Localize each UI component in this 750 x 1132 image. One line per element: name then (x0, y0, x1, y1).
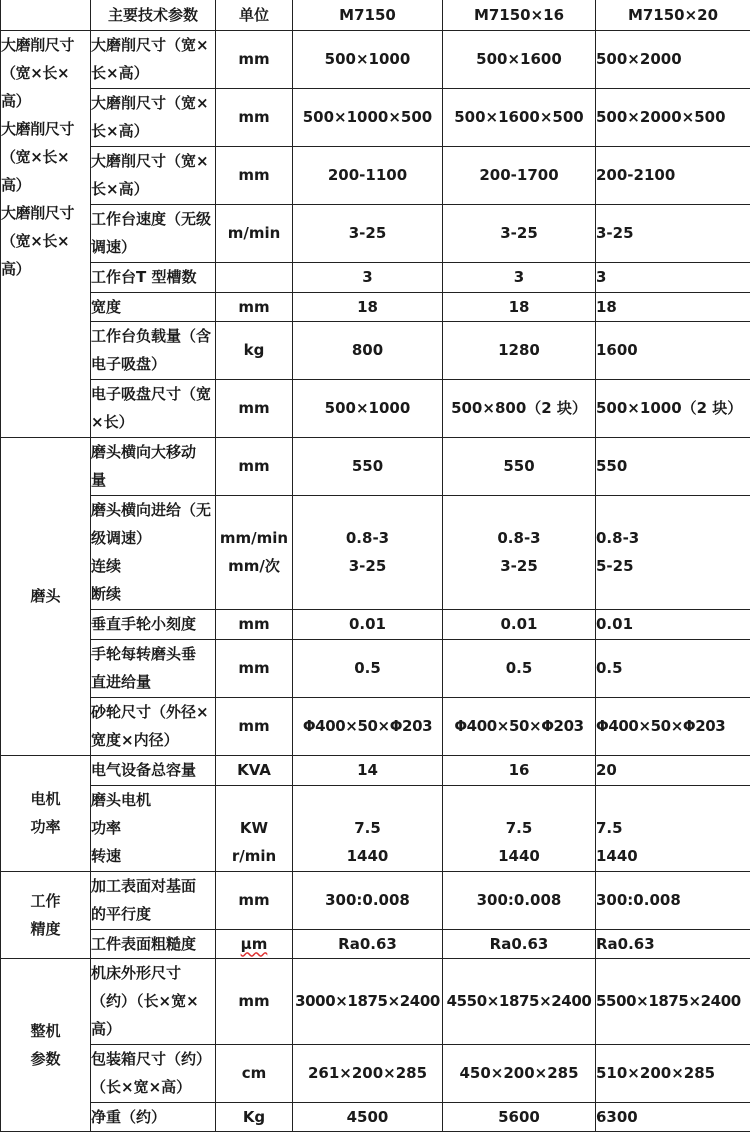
value-m7150x16: 450×200×285 (443, 1044, 596, 1102)
item-name: 大磨削尺寸（宽× 长×高） (91, 30, 216, 88)
value-m7150: 300:0.008 (293, 871, 443, 929)
item-unit: m/min (216, 204, 293, 262)
item-name: 机床外形尺寸 （约）（长×宽× 高） (91, 958, 216, 1044)
category-line: 大磨削尺寸 (1, 31, 90, 59)
item-name: 工作台负载量（含 电子吸盘） (91, 321, 216, 379)
value-m7150: 500×1000 (293, 379, 443, 437)
value-m7150x16: 1280 (443, 321, 596, 379)
value-m7150x16: 0.5 (443, 639, 596, 697)
item-name: 净重（约） (91, 1102, 216, 1131)
value-m7150: 18 (293, 292, 443, 321)
table-row (1, 639, 750, 697)
category-table (1, 30, 91, 437)
category-line: 高） (1, 171, 90, 199)
category-line: 高） (1, 87, 90, 115)
value-m7150x16: 500×1600 (443, 30, 596, 88)
item-name: 宽度 (91, 292, 216, 321)
value-m7150x16: 3 (443, 262, 596, 292)
value-m7150: 550 (293, 437, 443, 495)
value-m7150x16: 200-1700 (443, 146, 596, 204)
value-m7150x16: 3-25 (443, 204, 596, 262)
item-unit: KVA (216, 755, 293, 785)
value-m7150x16: 0.8-3 3-25 (443, 495, 596, 609)
table-row (1, 262, 750, 292)
item-unit: mm (216, 639, 293, 697)
table-row (1, 609, 750, 639)
item-unit: mm (216, 958, 293, 1044)
item-name: 磨头电机 功率 转速 (91, 785, 216, 871)
category-line: 大磨削尺寸 (1, 115, 90, 143)
item-name: 加工表面对基面 的平行度 (91, 871, 216, 929)
category-line: 大磨削尺寸 (1, 199, 90, 227)
item-unit: Kg (216, 1102, 293, 1131)
table-row (1, 204, 750, 262)
value-m7150x20: 5500×1875×2400 (596, 958, 750, 1044)
item-unit: cm (216, 1044, 293, 1102)
table-row (1, 697, 750, 755)
item-unit (216, 262, 293, 292)
item-unit: mm (216, 30, 293, 88)
table-row (1, 30, 750, 88)
item-unit: mm (216, 437, 293, 495)
category-precision: 工作 精度 (1, 871, 91, 958)
value-m7150x20: 6300 (596, 1102, 750, 1131)
header-item: 主要技术参数 (91, 0, 216, 30)
value-m7150x16: Φ400×50×Φ203 (443, 697, 596, 755)
table-row (1, 146, 750, 204)
value-m7150: 0.01 (293, 609, 443, 639)
header-model-1: M7150 (293, 0, 443, 30)
item-unit: mm/min mm/次 (216, 495, 293, 609)
value-m7150x20: 3-25 (596, 204, 750, 262)
table-row (1, 321, 750, 379)
value-m7150x20: Ra0.63 (596, 929, 750, 958)
value-m7150x20: 1600 (596, 321, 750, 379)
value-m7150x16: Ra0.63 (443, 929, 596, 958)
item-name: 包装箱尺寸（约） （长×宽×高） (91, 1044, 216, 1102)
header-model-2: M7150×16 (443, 0, 596, 30)
item-unit: mm (216, 146, 293, 204)
item-name: 磨头横向大移动 量 (91, 437, 216, 495)
item-unit: mm (216, 379, 293, 437)
header-row (1, 0, 750, 30)
category-machine: 整机 参数 (1, 958, 91, 1131)
item-name: 手轮每转磨头垂 直进给量 (91, 639, 216, 697)
header-category (1, 0, 91, 30)
value-m7150: 0.8-3 3-25 (293, 495, 443, 609)
category-line: （宽×长× (1, 227, 90, 255)
value-m7150: 0.5 (293, 639, 443, 697)
value-m7150x16: 500×800（2 块） (443, 379, 596, 437)
item-name: 电子吸盘尺寸（宽 ×长） (91, 379, 216, 437)
value-m7150: 3 (293, 262, 443, 292)
item-name: 大磨削尺寸（宽× 长×高） (91, 146, 216, 204)
value-m7150x16: 16 (443, 755, 596, 785)
item-name: 电气设备总容量 (91, 755, 216, 785)
value-m7150x20: 7.5 1440 (596, 785, 750, 871)
value-m7150: 3-25 (293, 204, 443, 262)
table-row (1, 292, 750, 321)
item-name: 砂轮尺寸（外径× 宽度×内径） (91, 697, 216, 755)
item-unit: KW r/min (216, 785, 293, 871)
value-m7150: 3000×1875×2400 (293, 958, 443, 1044)
item-name: 工作台T 型槽数 (91, 262, 216, 292)
item-unit: mm (216, 88, 293, 146)
value-m7150: 261×200×285 (293, 1044, 443, 1102)
value-m7150x16: 7.5 1440 (443, 785, 596, 871)
value-m7150x20: Φ400×50×Φ203 (596, 697, 750, 755)
item-unit: kg (216, 321, 293, 379)
item-name: 磨头横向进给（无 级调速） 连续 断续 (91, 495, 216, 609)
category-motor: 电机 功率 (1, 755, 91, 871)
value-m7150x16: 5600 (443, 1102, 596, 1131)
category-line: （宽×长× (1, 143, 90, 171)
value-m7150x20: 510×200×285 (596, 1044, 750, 1102)
table-row (1, 958, 750, 1044)
table-row (1, 785, 750, 871)
value-m7150x20: 18 (596, 292, 750, 321)
value-m7150: 200-1100 (293, 146, 443, 204)
value-m7150: 800 (293, 321, 443, 379)
value-m7150x20: 500×2000×500 (596, 88, 750, 146)
item-unit: mm (216, 292, 293, 321)
table-row (1, 755, 750, 785)
table-row (1, 437, 750, 495)
value-m7150x20: 300:0.008 (596, 871, 750, 929)
value-m7150x16: 0.01 (443, 609, 596, 639)
value-m7150x20: 500×2000 (596, 30, 750, 88)
value-m7150x16: 300:0.008 (443, 871, 596, 929)
item-name: 垂直手轮小刻度 (91, 609, 216, 639)
value-m7150x16: 500×1600×500 (443, 88, 596, 146)
header-model-3: M7150×20 (596, 0, 750, 30)
category-line: （宽×长× (1, 59, 90, 87)
value-m7150: 500×1000 (293, 30, 443, 88)
value-m7150x16: 550 (443, 437, 596, 495)
item-unit: mm (216, 871, 293, 929)
item-unit: mm (216, 697, 293, 755)
category-head: 磨头 (1, 437, 91, 755)
table-row (1, 929, 750, 958)
value-m7150x20: 3 (596, 262, 750, 292)
table-row (1, 1102, 750, 1131)
item-name: 大磨削尺寸（宽× 长×高） (91, 88, 216, 146)
value-m7150: Φ400×50×Φ203 (293, 697, 443, 755)
value-m7150x20: 500×1000（2 块） (596, 379, 750, 437)
category-line: 高） (1, 255, 90, 283)
table-row (1, 871, 750, 929)
value-m7150x20: 200-2100 (596, 146, 750, 204)
item-unit: mm (216, 609, 293, 639)
value-m7150x20: 0.5 (596, 639, 750, 697)
table-row (1, 1044, 750, 1102)
value-m7150: 4500 (293, 1102, 443, 1131)
value-m7150: Ra0.63 (293, 929, 443, 958)
value-m7150x16: 4550×1875×2400 (443, 958, 596, 1044)
item-name: 工作台速度（无级 调速） (91, 204, 216, 262)
table-row (1, 88, 750, 146)
value-m7150x20: 20 (596, 755, 750, 785)
header-unit: 单位 (216, 0, 293, 30)
value-m7150x20: 0.8-3 5-25 (596, 495, 750, 609)
value-m7150x20: 550 (596, 437, 750, 495)
item-unit: μm (216, 929, 293, 958)
value-m7150x16: 18 (443, 292, 596, 321)
value-m7150x20: 0.01 (596, 609, 750, 639)
value-m7150: 500×1000×500 (293, 88, 443, 146)
value-m7150: 7.5 1440 (293, 785, 443, 871)
table-row (1, 495, 750, 609)
table-row (1, 379, 750, 437)
value-m7150: 14 (293, 755, 443, 785)
item-name: 工件表面粗糙度 (91, 929, 216, 958)
